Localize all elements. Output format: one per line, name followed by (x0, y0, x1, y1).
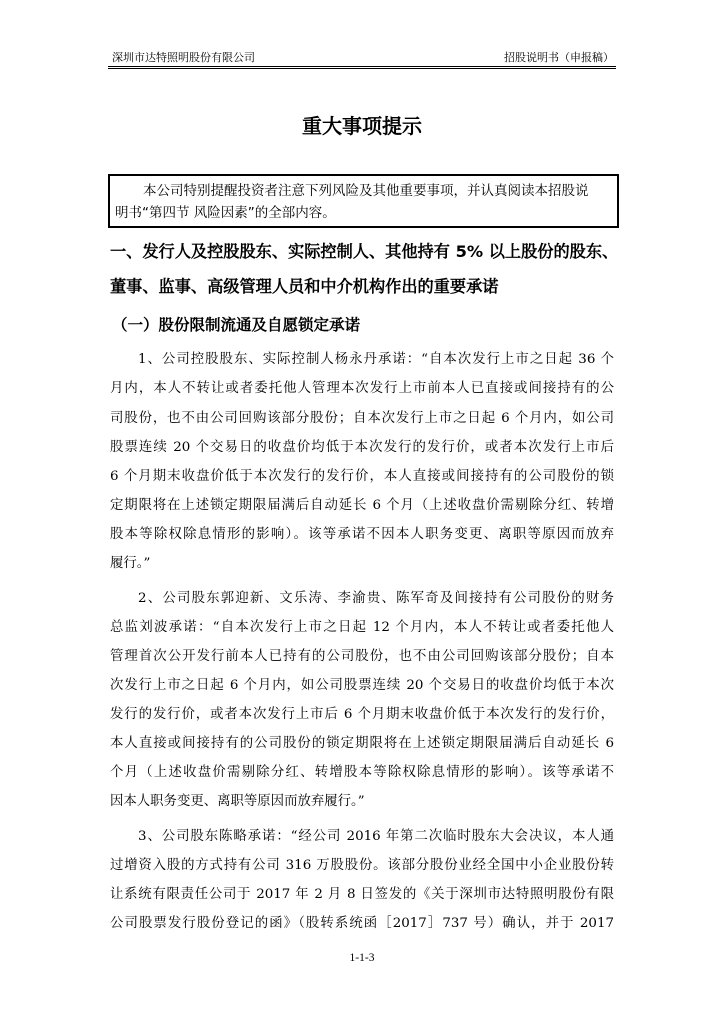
paragraph-3-line: 公司股票发行股份登记的函》（股转系统函［2017］737 号）确认，并于 2017 (110, 916, 614, 931)
paragraph-2-line: 管理首次公开发行前本人已持有的公司股份，也不由公司回购该部分股份；自本 (110, 649, 614, 664)
header-divider (108, 66, 616, 67)
paragraph-2-line: 总监刘波承诺：“自本次发行上市之日起 12 个月内，本人不转让或者委托他人 (110, 620, 614, 635)
page-number: 1-1-3 (349, 952, 375, 964)
paragraph-3-line: 过增资入股的方式持有公司 316 万股股份。该部分股份业经全国中小企业股份转 (110, 858, 614, 873)
section-heading-line-2: 董事、监事、高级管理人员和中介机构作出的重要承诺 (110, 277, 499, 296)
paragraph-1-line: 司股份，也不由公司回购该部分股份；自本次发行上市之日起 6 个月内，如公司 (110, 411, 614, 426)
paragraph-1-line: 6 个月期末收盘价低于本次发行的发行价，本人直接或间接持有的公司股份的锁 (110, 469, 614, 484)
notice-line-2: 明书“第四节 风险因素”的全部内容。 (115, 205, 336, 221)
paragraph-2-line: 发行的发行价，或者本次发行上市后 6 个月期末收盘价低于本次发行的发行价， (110, 707, 614, 722)
risk-notice-box (108, 174, 619, 228)
paragraph-1-line: 股本等除权除息情形的影响）。该等承诺不因本人职务变更、离职等原因而放弃 (110, 527, 614, 542)
paragraph-2-line: 因本人职务变更、离职等原因而放弃履行。” (110, 794, 365, 809)
paragraph-2-line: 次发行上市之日起 6 个月内，如公司股票连续 20 个交易日的收盘价均低于本次 (110, 678, 614, 693)
notice-line-1: 本公司特别提醒投资者注意下列风险及其他重要事项，并认真阅读本招股说 (143, 183, 589, 199)
paragraph-3-line: 3、公司股东陈略承诺：“经公司 2016 年第二次临时股东大会决议，本人通 (138, 829, 614, 844)
subsection-heading: （一）股份限制流通及自愿锁定承诺 (112, 316, 361, 334)
paragraph-2-line: 本人直接或间接持有的公司股份的锁定期限将在上述锁定期限届满后自动延长 6 (110, 736, 614, 751)
paragraph-1-line: 定期限将在上述锁定期限届满后自动延长 6 个月（上述收盘价需剔除分红、转增 (110, 498, 614, 513)
paragraph-1-line: 履行。” (110, 556, 151, 571)
paragraph-3-line: 让系统有限责任公司于 2017 年 2 月 8 日签发的《关于深圳市达特照明股份有限 (110, 887, 614, 902)
section-heading-line-1: 一、发行人及控股股东、实际控制人、其他持有 5% 以上股份的股东、 (110, 242, 619, 261)
paragraph-2-line: 2、公司股东郭迎新、文乐涛、李渝贵、陈军奇及间接持有公司股份的财务 (138, 591, 614, 606)
header-divider-secondary (108, 68, 616, 69)
header-company-name: 深圳市达特照明股份有限公司 (112, 51, 255, 64)
page-title: 重大事项提示 (302, 114, 422, 138)
paragraph-1-line: 1、公司控股股东、实际控制人杨永丹承诺：“自本次发行上市之日起 36 个 (138, 352, 614, 367)
header-document-type: 招股说明书（申报稿） (504, 51, 614, 64)
paragraph-2-line: 个月（上述收盘价需剔除分红、转增股本等除权除息情形的影响）。该等承诺不 (110, 765, 614, 780)
paragraph-1-line: 股票连续 20 个交易日的收盘价均低于本次发行的发行价，或者本次发行上市后 (110, 440, 614, 455)
paragraph-1-line: 月内，本人不转让或者委托他人管理本次发行上市前本人已直接或间接持有的公 (110, 381, 614, 396)
